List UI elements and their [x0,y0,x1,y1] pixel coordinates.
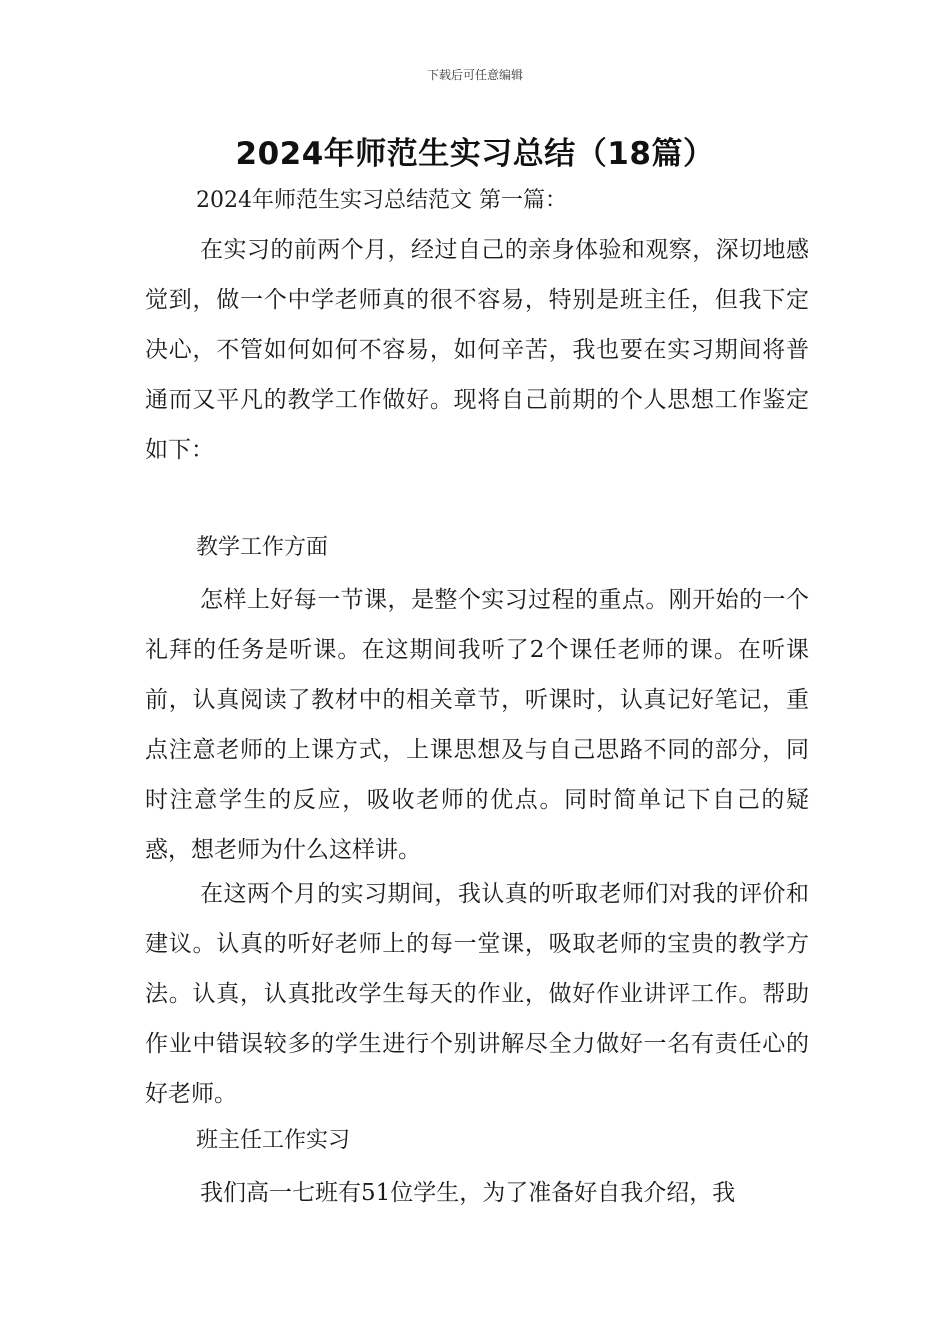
body-paragraph-2: 怎样上好每一节课，是整个实习过程的重点。刚开始的一个礼拜的任务是听课。在这期间我听了2个课任老师的课。在听课前，认真阅读了教材中的相关章节，听课时，认真记好笔记，重点注意老师的上课方式，上课思想及与自己思路不同的部分，同时注意学生的反应，吸收老师的优点。同时简单记下自己的疑惑，想老师为什么这样讲。 [145,587,809,863]
body-paragraph-3: 在这两个月的实习期间，我认真的听取老师们对我的评价和建议。认真的听好老师上的每一堂课，吸取老师的宝贵的教学方法。认真，认真批改学生每天的作业，做好作业讲评工作。帮助作业中错误较多的学生进行个别讲解尽全力做好一名有责任心的好老师。 [145,881,809,1107]
section-heading-teaching: 教学工作方面 [196,535,329,560]
body-paragraph-4: 我们高一七班有51位学生，为了准备好自我介绍，我 [200,1180,736,1206]
document-title: 2024年师范生实习总结（18篇） [235,136,715,172]
header-note: 下载后可任意编辑 [426,68,523,82]
body-paragraph-1: 在实习的前两个月，经过自己的亲身体验和观察，深切地感觉到，做一个中学老师真的很不容易，特别是班主任，但我下定决心，不管如何如何不容易，如何辛苦，我也要在实习期间将普通而又平凡的教学工作做好。现将自己前期的个人思想工作鉴定如下： [145,237,809,463]
document-subtitle: 2024年师范生实习总结范文 第一篇： [196,188,567,213]
section-heading-class-teacher: 班主任工作实习 [196,1128,351,1153]
